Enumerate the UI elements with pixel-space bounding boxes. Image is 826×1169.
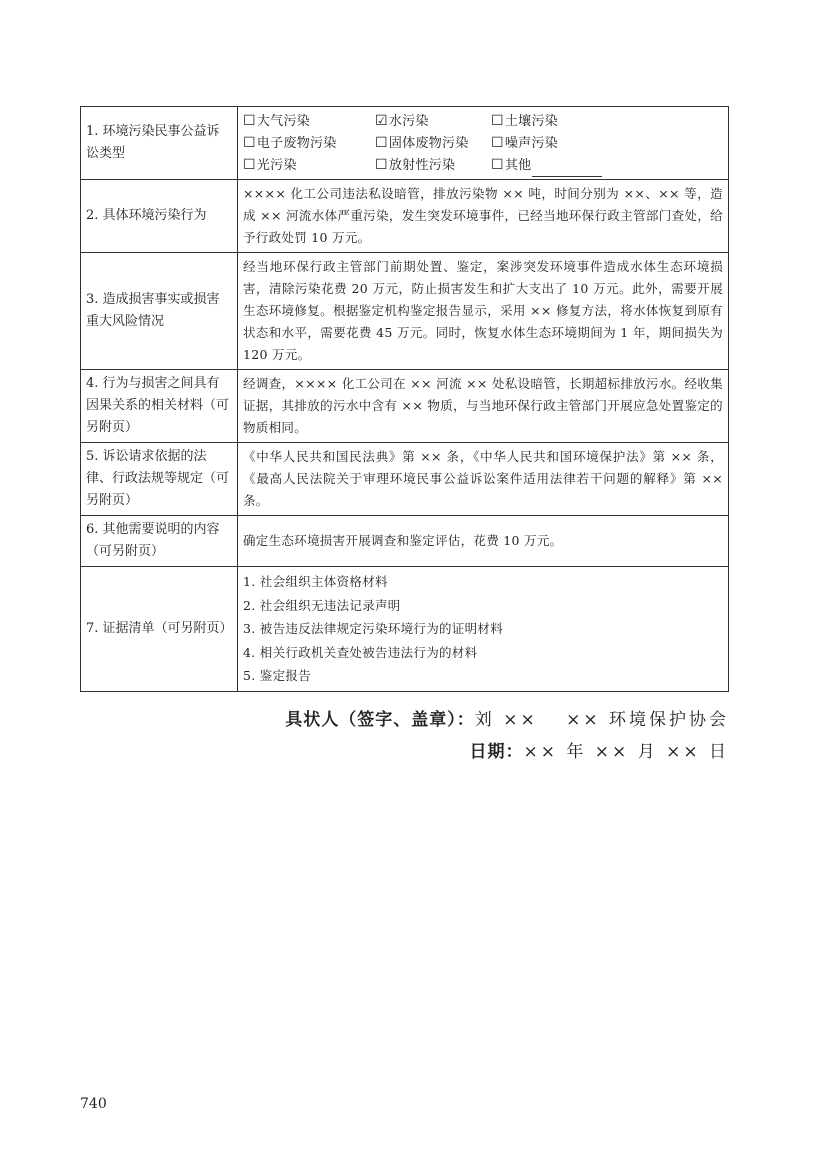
list-item: 4. 相关行政机关查处被告违法行为的材料 [243, 644, 478, 660]
row-label: 3. 造成损害事实或损害重大风险情况 [81, 253, 238, 370]
checkbox-label: 水污染 [388, 113, 429, 129]
pollution-type-checkboxes [238, 107, 729, 180]
checkbox-label: 噪声污染 [504, 135, 559, 151]
form-row-causality-materials [81, 370, 729, 443]
page-number: 740 [80, 1096, 107, 1112]
row-content: ×××× 化工公司违法私设暗管，排放污染物 ×× 吨，时间分别为 ××、×× 等，造成 ×× 河流水体严重污染，发生突发环境事件，已经当地环保行政主管部门查处，给予行政处罚 10 万元。 [238, 180, 729, 253]
date-value: ×× 年 ×× 月 ×× 日 [523, 742, 729, 762]
row-label: 7. 证据清单（可另附页） [81, 567, 238, 692]
form-row-evidence-list [81, 567, 729, 692]
row-label: 6. 其他需要说明的内容（可另附页） [81, 516, 238, 567]
signature-block [285, 704, 729, 768]
date-label: 日期： [469, 742, 524, 762]
checkbox-label: 大气污染 [256, 113, 311, 129]
list-item: 3. 被告违反法律规定污染环境行为的证明材料 [243, 621, 504, 636]
checkbox-icon: ☐ [243, 112, 256, 129]
row-content: 经调查，×××× 化工公司在 ×× 河流 ×× 处私设暗管，长期超标排放污水。经收集证据，其排放的污水中含有 ×× 物质，与当地环保行政主管部门开展应急处置鉴定的物质相同。 [238, 370, 729, 443]
row-label: 4. 行为与损害之间具有因果关系的相关材料（可另附页） [81, 370, 238, 443]
form-row-legal-basis [81, 443, 729, 516]
checkbox-label: 电子废物污染 [256, 135, 337, 151]
evidence-list [238, 567, 729, 692]
checkbox-label: 土壤污染 [504, 113, 559, 129]
form-row-damage-facts [81, 253, 729, 370]
row-content: 《中华人民共和国民法典》第 ×× 条，《中华人民共和国环境保护法》第 ×× 条，《最高人民法院关于审理环境民事公益诉讼案件适用法律若干问题的解释》第 ×× 条。 [238, 443, 729, 516]
checkbox-icon: ☐ [491, 156, 504, 173]
checkbox-other[interactable] [491, 154, 602, 177]
form-row-other-notes [81, 516, 729, 567]
signature-label: 具状人（签字、盖章）： [285, 710, 475, 730]
checkbox-icon: ☐ [243, 156, 256, 173]
checkbox-icon: ☐ [491, 134, 504, 151]
checkbox-noise-pollution[interactable] [491, 132, 558, 155]
date-line [285, 736, 729, 768]
row-label: 5. 诉讼请求依据的法律、行政法规等规定（可另附页） [81, 443, 238, 516]
complaint-form-table [80, 106, 729, 692]
checkbox-row [243, 110, 723, 132]
row-label: 2. 具体环境污染行为 [81, 180, 238, 253]
checkbox-solid-waste[interactable] [375, 132, 491, 155]
checkbox-row [243, 154, 723, 176]
checkbox-light-pollution[interactable] [243, 154, 375, 177]
signature-value: 刘 ×× ×× 环境保护协会 [474, 710, 729, 730]
form-row-pollution-behavior [81, 180, 729, 253]
checkbox-electronic-waste[interactable] [243, 132, 375, 155]
row-content: 确定生态环境损害开展调查和鉴定评估，花费 10 万元。 [238, 516, 729, 567]
checkbox-label: 固体废物污染 [388, 135, 469, 151]
checkbox-radioactive-pollution[interactable] [375, 154, 491, 177]
form-row-pollution-type [81, 107, 729, 180]
signature-line [285, 704, 729, 736]
checkbox-label: 放射性污染 [388, 157, 456, 173]
other-blank-line[interactable] [532, 162, 602, 177]
row-label: 1. 环境污染民事公益诉讼类型 [81, 107, 238, 180]
checked-box-icon: ☑ [375, 112, 388, 129]
list-item: 5. 鉴定报告 [243, 668, 311, 683]
row-content: 经当地环保行政主管部门前期处置、鉴定，案涉突发环境事件造成水体生态环境损害，清除污染花费 20 万元，防止损害发生和扩大支出了 10 万元。此外，需要开展生态环境修复。根据鉴定机构鉴定报告显示，采用 ×× 修复方法，将水体恢复到原有状态和水平，需要花费 45 万元。同时，恢复水体生态环境期间为 1 年，期间损失为 120 万元。 [238, 253, 729, 370]
checkbox-icon: ☐ [375, 156, 388, 173]
checkbox-label: 光污染 [256, 157, 297, 173]
checkbox-row [243, 132, 723, 154]
checkbox-water-pollution[interactable] [375, 110, 491, 133]
checkbox-air-pollution[interactable] [243, 110, 375, 133]
checkbox-label: 其他 [504, 157, 532, 173]
list-item: 2. 社会组织无违法记录声明 [243, 597, 401, 613]
checkbox-icon: ☐ [243, 134, 256, 151]
checkbox-icon: ☐ [375, 134, 388, 151]
checkbox-icon: ☐ [491, 112, 504, 129]
checkbox-soil-pollution[interactable] [491, 110, 611, 133]
list-item: 1. 社会组织主体资格材料 [243, 574, 388, 589]
